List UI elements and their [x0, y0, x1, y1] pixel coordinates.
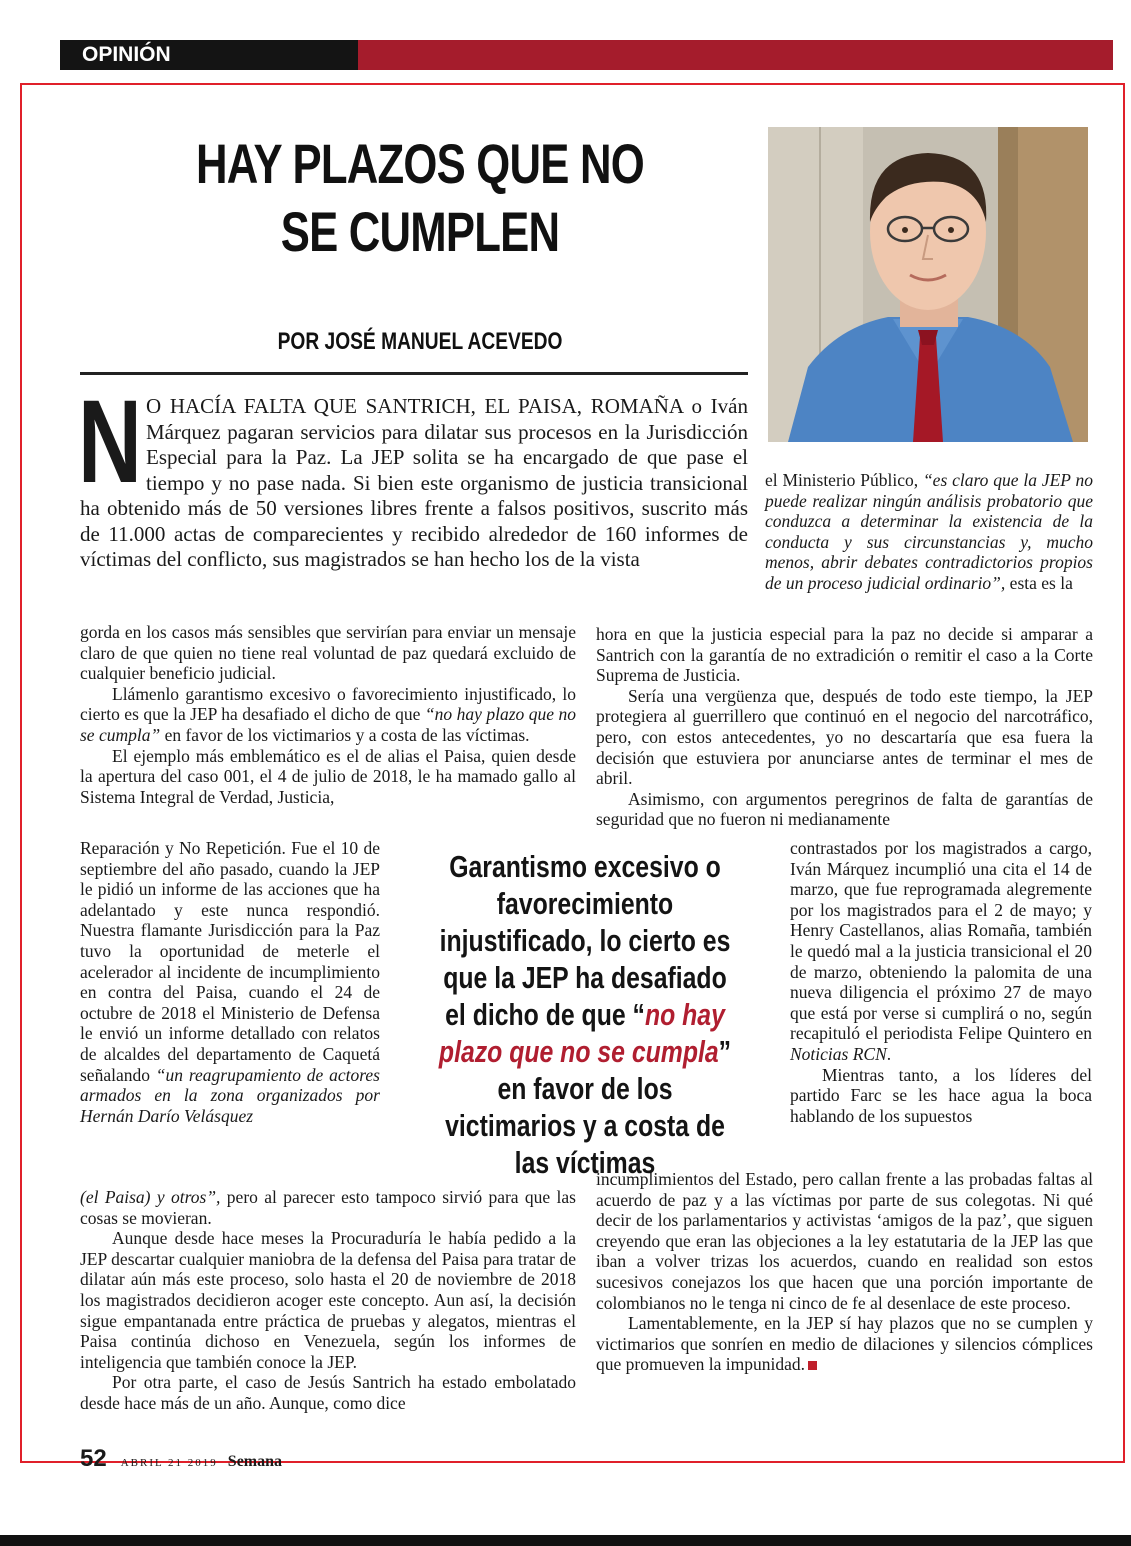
text: Reparación y No Repetición. Fue el 10 de septiembre del año pasado, cuando la JEP le pidió un informe de las acciones que ha adelantado y este nunca respondió. Nuestra flamante Jurisdicción para la Paz tuvo la oportunidad de meterle el acelerador al incidente de incumplimiento en contra del Paisa, cuando el 24 de octubre de 2018 el Ministerio de Defensa le envió un informe detallado con relatos de alcaldes del departamento de Caquetá señalando	[80, 838, 380, 1085]
article-headline	[170, 130, 669, 266]
paragraph: Sería una vergüenza que, después de todo este tiempo, la JEP protegiera al guerrillero que continuó en el negocio del narcotráfico, pero, con estos antecedentes, yo no descartaría que esa fuera la decisión que estuviera por anunciarse antes de terminar el mes de abril.	[596, 685, 1093, 789]
paragraph	[80, 684, 576, 746]
drop-cap: N	[78, 376, 142, 508]
lead-text: O HACÍA FALTA QUE SANTRICH, EL PAISA, ROMAÑA o Iván Márquez pagaran servicios para dilatar sus procesos en la Jurisdicción Especial para la Paz. La JEP solita se ha encargado de que pase el tiempo y no pase nada. Si bien este organismo de justicia transicional ha obtenido más de 50 versiones libres frente a falsos positivos, suscrito más de 11.000 actas de comparecientes y recibido alrededor de 160 informes de víctimas del conflicto, sus magistrados se han hecho los de la vista	[80, 394, 748, 571]
paragraph: Por otra parte, el caso de Jesús Santrich ha estado embolatado desde hace más de un año. Aunque, como dice	[80, 1372, 576, 1413]
end-mark-icon	[808, 1361, 817, 1370]
quote-text: “no hay plazo que no se cumpla”	[80, 704, 576, 745]
paragraph	[790, 838, 1092, 1065]
headline-line-1: HAY PLAZOS QUE NO	[196, 132, 644, 195]
column-2-under-photo	[765, 470, 1093, 594]
paragraph	[765, 470, 1093, 594]
paragraph: Asimismo, con argumentos peregrinos de falta de garantías de seguridad que no fueron ni medianamente	[596, 788, 1093, 830]
program-name: Noticias RCN	[790, 1043, 887, 1064]
column-1-wrap	[80, 838, 380, 1126]
column-1-top	[80, 622, 576, 807]
text: .	[886, 1043, 892, 1064]
quote-text: (el Paisa) y otros”,	[80, 1187, 221, 1207]
pull-quote-highlight: no hay plazo que no se cumpla	[438, 997, 725, 1069]
paragraph	[80, 1187, 576, 1228]
page-number: 52	[80, 1445, 107, 1472]
text: esta es la	[1005, 572, 1073, 593]
text: Llámenlo garantismo excesivo o favorecimiento injustificado, lo cierto es que la JEP ha desafiado el dicho de que	[80, 683, 576, 725]
section-accent-bar	[358, 40, 1113, 70]
paragraph: incumplimientos del Estado, pero callan frente a las probadas faltas al acuerdo de paz y a las víctimas por parte de sus colegotas. Ni qué decir de los parlamentarios y activistas ‘amigos de la paz’, que siguen creyendo que eran las objeciones a la ley estatutaria de la JEP las que iban a volver trizas los acuerdos, cuando en realidad son estos sucesivos conejazos los que hacen que una porción importante de colombianos no le tenga ni cinco de fe al desenlace de este proceso.	[596, 1169, 1093, 1313]
paragraph: hora en que la justicia especial para la paz no decide si amparar a Santrich con la garantía de no extradición o remitir el caso a la Corte Suprema de Justicia.	[596, 624, 1093, 686]
section-label: OPINIÓN	[60, 40, 358, 70]
quote-text: “un reagrupamiento de actores armados en la zona organizados por Hernán Darío Velásquez	[80, 1064, 380, 1126]
paragraph: El ejemplo más emblemático es el de alias el Paisa, quien desde la apertura del caso 001, el 4 de julio de 2018, le ha mamado gallo al Sistema Integral de Verdad, Justicia,	[80, 745, 576, 807]
column-1-bottom	[80, 1187, 576, 1414]
paragraph: Aunque desde hace meses la Procuraduría le había pedido a la JEP descartar cualquier maniobra de la defensa del Paisa para tratar de dilatar aún más este proceso, solo hasta el 20 de noviembre de 2018 los magistrados decidieron acoger este concepto. Aun así, la decisión sigue empantanada entre práctica de pruebas y alegatos, mientras el Paisa continúa dichoso en Venezuela, según los informes de inteligencia que también conoce la JEP.	[80, 1228, 576, 1372]
lead-paragraph	[78, 376, 748, 573]
pull-quote-text: ” en favor de los victimarios y a costa de las víctimas	[445, 1034, 732, 1180]
column-2-bottom	[596, 1169, 1093, 1375]
byline: POR JOSÉ MANUEL ACEVEDO	[277, 328, 563, 355]
headline-line-2: SE CUMPLEN	[280, 200, 560, 263]
text: contrastados por los magistrados a cargo, Iván Márquez incumplió una cita el 14 de marzo, que fue reprogramada alegremente por los magistrados para el 2 de mayo; y Henry Castellanos, alias Romaña, también le quedó mal a la justicia transicional el 20 de marzo, obteniendo la palomita de una nueva diligencia el próximo 27 de mayo que está por verse si cumplirá o no, según recapituló el periodista Felipe Quintero en	[790, 838, 1092, 1044]
page-footer	[80, 1445, 282, 1473]
divider	[80, 372, 748, 375]
text: Lamentablemente, en la JEP sí hay plazos que no se cumplen y victimarios que sonríen en medio de dilaciones y silencios cómplices que promueven la impunidad.	[596, 1313, 1093, 1375]
author-photo	[768, 127, 1088, 442]
paragraph: gorda en los casos más sensibles que servirían para enviar un mensaje claro de que quien no tiene real voluntad de paz quedará excluido de cualquier beneficio judicial.	[80, 622, 576, 684]
column-2-top	[596, 624, 1093, 830]
issue-date: ABRIL 21 2019	[120, 1457, 218, 1469]
pull-quote	[437, 848, 733, 1181]
text: el Ministerio Público,	[765, 470, 923, 490]
text: pero al parecer esto tampoco sirvió para que las cosas se movieran.	[80, 1187, 576, 1228]
paragraph	[596, 1313, 1093, 1375]
section-header	[60, 40, 1113, 70]
text: en favor de los victimarios y a costa de las víctimas.	[160, 724, 530, 745]
column-2-wrap	[790, 838, 1092, 1126]
pull-quote-text: Garantismo excesivo o favorecimiento injustificado, lo cierto es que la JEP ha desafiado el dicho de que “	[439, 849, 731, 1032]
magazine-name: Semana	[227, 1453, 283, 1470]
paragraph: Mientras tanto, a los líderes del partido Farc se les hace agua la boca hablando de los supuestos	[790, 1064, 1092, 1126]
scan-edge	[0, 1535, 1131, 1546]
quote-text: “es claro que la JEP no puede realizar ningún análisis probatorio que conduzca a determinar la existencia de la conducta y sus circunstancias y, mucho menos, abrir debates contradictorios propios de un proceso judicial ordinario”,	[765, 470, 1093, 593]
paragraph	[80, 838, 380, 1126]
